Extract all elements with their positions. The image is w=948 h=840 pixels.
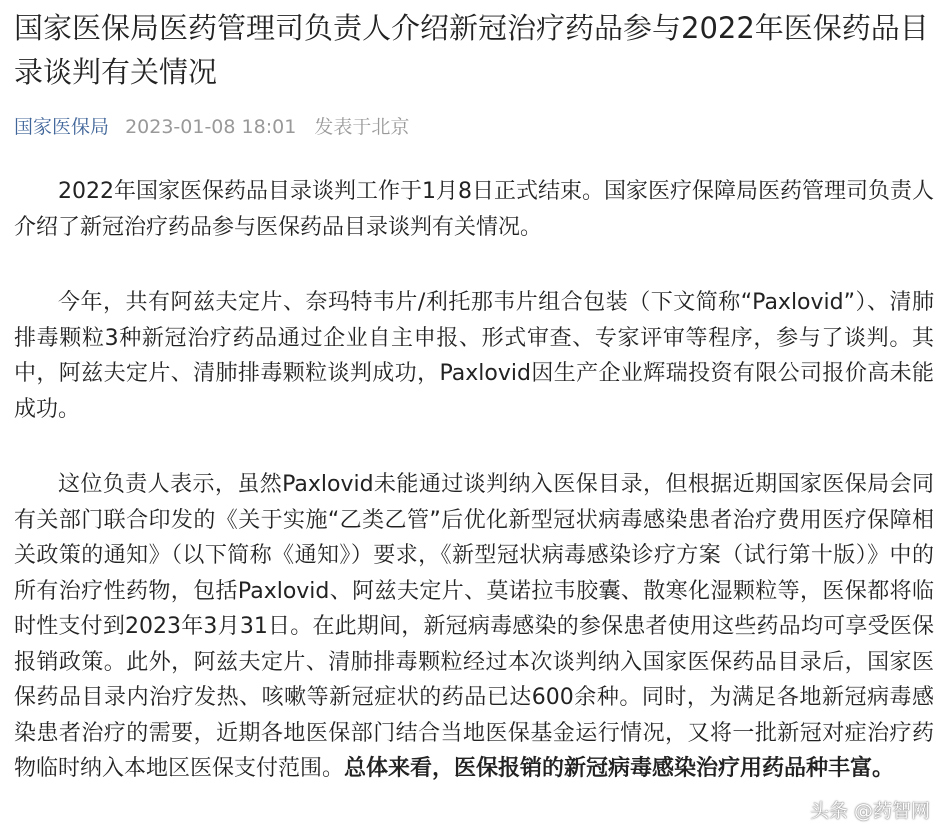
paragraph-text: 今年，共有阿兹夫定片、奈玛特韦片/利托那韦片组合包装（下文简称“Paxlovid”）、清肺排毒颗粒3种新冠治疗药品通过企业自主申报、形式审查、专家评审等程序，参与了谈判。其中，阿兹夫定片、清肺排毒颗粒谈判成功，Paxlovid因生产企业辉瑞投资有限公司报价高未能成功。 [14, 290, 934, 422]
paragraph-text: 这位负责人表示，虽然Paxlovid未能通过谈判纳入医保目录，但根据近期国家医保局会同有关部门联合印发的《关于实施“乙类乙管”后优化新型冠状病毒感染患者治疗费用医疗保障相关政策的通知》（以下简称《通知》）要求，《新型冠状病毒感染诊疗方案（试行第十版）》中的所有治疗性药物，包括Paxlovid、阿兹夫定片、莫诺拉韦胶囊、散寒化湿颗粒等，医保都将临时性支付到2023年3月31日。在此期间，新冠病毒感染的参保患者使用这些药品均可享受医保报销政策。此外，阿兹夫定片、清肺排毒颗粒经过本次谈判纳入国家医保药品目录后，国家医保药品目录内治疗发热、咳嗽等新冠症状的药品已达600余种。同时，为满足各地新冠病毒感染患者治疗的需要，近期各地医保部门结合当地医保基金运行情况，又将一批新冠对症治疗药物临时纳入本地区医保支付范围。 [14, 472, 934, 781]
paragraph-text: 2022年国家医保药品目录谈判工作于1月8日正式结束。国家医疗保障局医药管理司负责人介绍了新冠治疗药品参与医保药品目录谈判有关情况。 [14, 179, 934, 240]
watermark: 头条 @药智网 [809, 800, 930, 822]
paragraph [14, 467, 934, 787]
article [14, 6, 934, 827]
article-meta [14, 114, 934, 140]
publish-date: 2023-01-08 18:01 [125, 116, 297, 138]
article-body [14, 174, 934, 787]
paragraph [14, 285, 934, 427]
source-link[interactable]: 国家医保局 [14, 116, 110, 138]
paragraph-bold-text: 总体来看，医保报销的新冠病毒感染治疗用药品种丰富。 [344, 756, 895, 781]
article-title: 国家医保局医药管理司负责人介绍新冠治疗药品参与2022年医保药品目录谈判有关情况 [14, 11, 929, 89]
publish-location: 发表于北京 [314, 116, 410, 138]
paragraph [14, 174, 934, 245]
